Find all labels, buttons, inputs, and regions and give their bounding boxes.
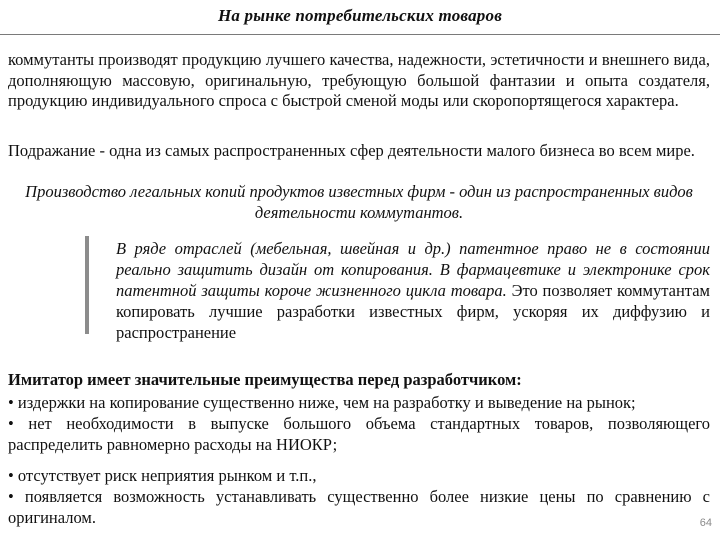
bullet-list-2 [8, 465, 710, 528]
page-number: 64 [699, 517, 712, 529]
advantages-heading: Имитатор имеет значительные преимущества перед разработчиком: [8, 370, 522, 389]
quote-bar [85, 236, 89, 334]
bullet-item: • нет необходимости в выпуске большого объема стандартных товаров, позволяющего распределить равномерно расходы на НИОКР; [8, 414, 710, 454]
bullet-item: • появляется возможность устанавливать существенно более низкие цены по сравнению с оригиналом. [8, 487, 710, 527]
quote-block [116, 238, 710, 343]
bullet-item: • издержки на копирование существенно ниже, чем на разработку и выведение на рынок; [8, 393, 636, 412]
title-divider [0, 34, 720, 35]
bullet-list-1 [8, 392, 710, 455]
paragraph-legal-copies: Производство легальных копий продуктов известных фирм - один из распространенных видов деятельности коммутантов. [25, 182, 693, 222]
paragraph-imitation: Подражание - одна из самых распространенных сфер деятельности малого бизнеса во всем мире. [8, 141, 695, 160]
quote-regular-text: Это позволяет коммутантам копировать лучшие разработки известных фирм, ускоряя их диффузию и распространение [116, 281, 710, 342]
slide-title: На рынке потребительских товаров [217, 6, 502, 25]
paragraph-commutants: коммутанты производят продукцию лучшего качества, надежности, эстетичности и внешнего вида, дополняющую массовую, оригинальную, требующую большой фантазии и опыта создателя, продукцию индивидуального спроса с быстрой сменой моды или скоропортящегося характера. [8, 50, 710, 110]
bullet-item: • отсутствует риск неприятия рынком и т.п., [8, 466, 317, 485]
quote-italic-text: В ряде отраслей (мебельная, швейная и др.) патентное право не в состоянии реально защитить дизайн от копирования. В фармацевтике и электронике срок патентной защиты короче жизненного цикла товара. [116, 239, 710, 300]
